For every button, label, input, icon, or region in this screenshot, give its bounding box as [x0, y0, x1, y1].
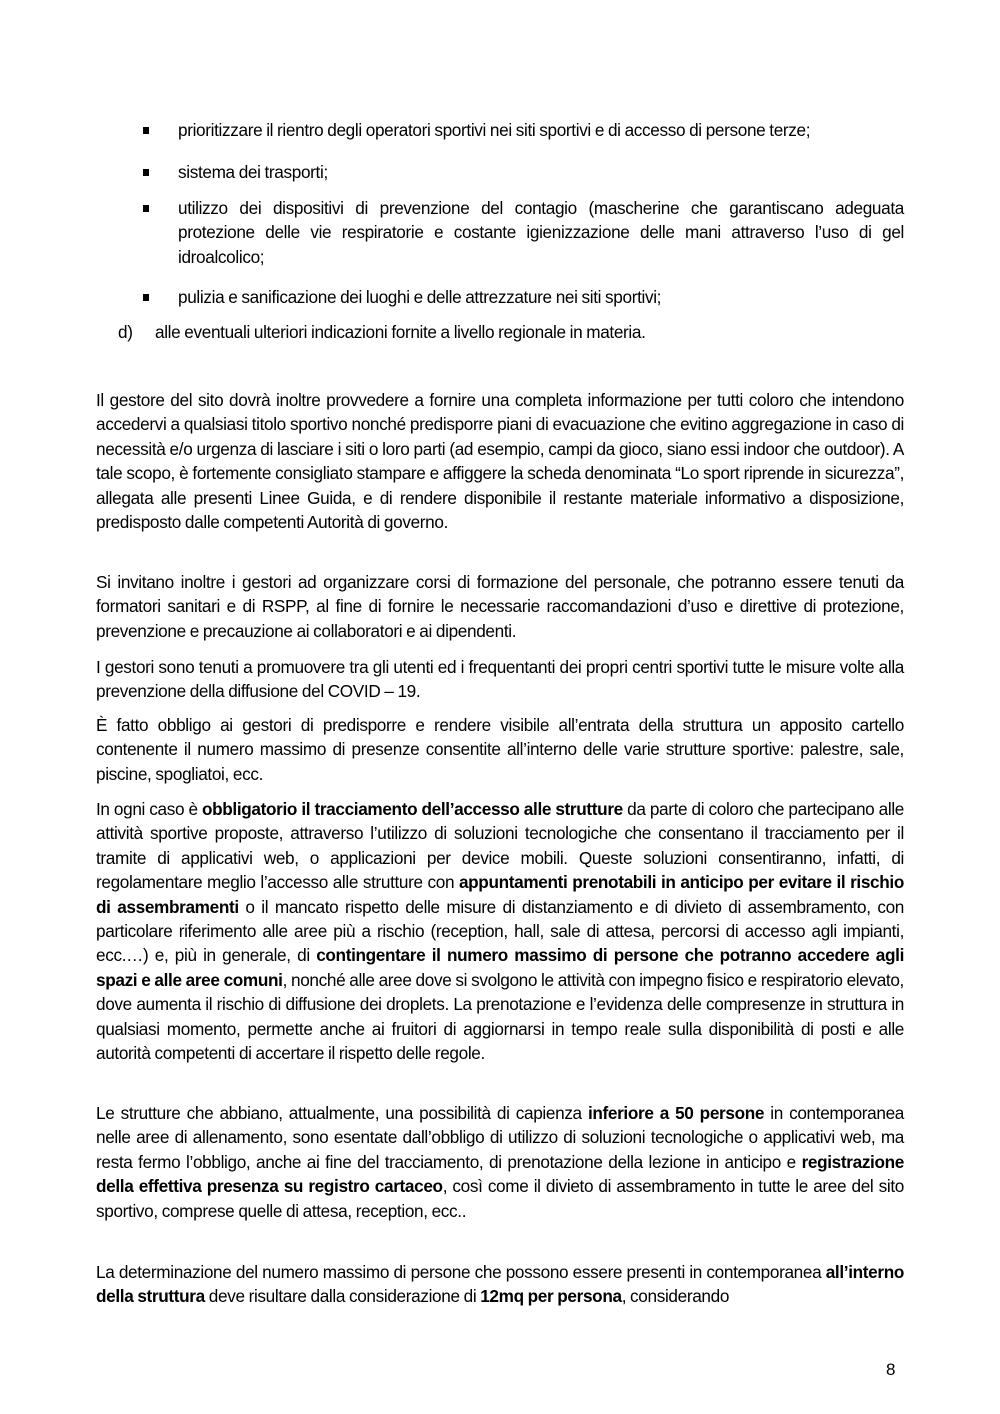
paragraph-text — [96, 1260, 904, 1309]
paragraph-text: Si invitano inoltre i gestori ad organizzare corsi di formazione del personale, che potranno essere tenuti da formatori sanitari e di RSPP, al fine di fornire le necessarie raccomandazioni d’uso e direttive di protezione, prevenzione e precauzione ai collaboratori e ai dipendenti. — [96, 572, 904, 641]
bold-text-run: registrazione della effettiva presenza su registro cartaceo — [96, 1151, 904, 1197]
bullet-text: utilizzo dei dispositivi di prevenzione del contagio (mascherine che garantiscano adeguata protezione delle vie respiratorie e costante igienizzazione delle mani attraverso l’uso di gel idroalcolico; — [178, 198, 904, 267]
bullet-text: sistema dei trasporti; — [178, 162, 328, 182]
square-bullet-icon — [143, 127, 149, 134]
text-run: deve risultare dalla considerazione di — [204, 1286, 481, 1307]
item-label: d) — [118, 322, 133, 342]
text-run: Le strutture che abbiano, attualmente, una possibilità di capienza — [96, 1103, 588, 1123]
paragraph — [96, 713, 904, 786]
paragraph-text — [96, 1101, 904, 1223]
bullet-text: pulizia e sanificazione dei luoghi e delle attrezzature nei siti sportivi; — [178, 287, 662, 307]
text-run: La determinazione del numero massimo di persone che possono essere presenti in contemporanea — [96, 1262, 826, 1282]
bold-text-run: contingentare il numero massimo di persone che potranno accedere agli spazi e alle aree comuni — [96, 945, 904, 990]
paragraph-text: Il gestore del sito dovrà inoltre provvedere a fornire una completa informazione per tutti coloro che intendono accedervi a qualsiasi titolo sportivo nonché predisporre piani di evacuazione che evitino aggregazione in caso di necessità e/o urgenza di lasciare i siti o loro parti (ad esempio, campi da gioco, siano essi indoor che outdoor). A tale scopo, è fortemente consigliato stampare e affiggere la scheda denominata “Lo sport riprende in sicurezza”, allegata alle presenti Linee Guida, e di rendere disponibile il restante materiale informativo a disposizione, predisposto dalle competenti Autorità di governo. — [96, 390, 904, 533]
paragraph — [96, 655, 904, 704]
paragraph-text: I gestori sono tenuti a promuovere tra gli utenti ed i frequentanti dei propri centri sportivi tutte le misure volte alla prevenzione della diffusione del COVID – 19. — [96, 657, 904, 702]
paragraph — [96, 1101, 904, 1223]
text-run: in contemporanea nelle aree di allenamento, sono esentate dall’obbligo di utilizzo di soluzioni tecnologiche o applicativi web, ma resta fermo l’obbligo, anche ai fine del tracciamento, di prenotazione della lezione in anticipo e — [96, 1103, 904, 1172]
text-run: , così come il divieto di assembramento in tutte le aree del sito sportivo, comprese quelle di attesa, reception, ecc.. — [96, 1176, 904, 1221]
paragraph-text: È fatto obbligo ai gestori di predisporre e rendere visibile all’entrata della struttura un apposito cartello contenente il numero massimo di presenze consentite all’interno delle varie strutture sportive: palestre, sale, piscine, spogliatoi, ecc. — [96, 715, 904, 784]
text-run: In ogni caso è — [96, 799, 202, 819]
text-run: , considerando — [621, 1286, 730, 1307]
bullet-text: prioritizzare il rientro degli operatori sportivi nei siti sportivi e di accesso di persone terze; — [178, 120, 811, 140]
text-run: da parte di coloro che partecipano alle attività sportive proposte, attraverso l’utilizzo di soluzioni tecnologiche che consentano il tracciamento per il tramite di applicativi web, o applicazioni per device mobili. Queste soluzioni consentiranno, infatti, di regolamentare meglio l’accesso alle strutture con — [96, 799, 905, 893]
text-run: , nonché alle aree dove si svolgono le attività con impegno fisico e respiratorio elevato, dove aumenta il rischio di diffusione dei droplets. La prenotazione e l’evidenza delle compresenze in struttura in qualsiasi momento, permette anche ai fruitori di aggiornarsi in tempo reale sulla disponibilità di posti e alle autorità competenti di accertare il rispetto delle regole. — [96, 969, 904, 1064]
item-text: alle eventuali ulteriori indicazioni fornite a livello regionale in materia. — [155, 322, 646, 342]
bold-text-run: all’interno della struttura — [96, 1262, 904, 1307]
paragraph — [96, 797, 904, 1065]
page-number: 8 — [886, 1360, 896, 1379]
bold-text-run: inferiore a 50 persone — [587, 1103, 765, 1123]
bold-text-run: 12mq per persona — [480, 1286, 622, 1307]
bold-text-run: obbligatorio il tracciamento dell’accesso alle strutture — [201, 799, 623, 819]
paragraph — [96, 388, 904, 534]
square-bullet-icon — [143, 205, 149, 212]
square-bullet-icon — [143, 294, 149, 301]
paragraph — [96, 1260, 904, 1309]
bold-text-run: appuntamenti prenotabili in anticipo per evitare il rischio di assembramenti — [96, 872, 904, 917]
square-bullet-icon — [143, 169, 149, 176]
paragraph-text — [96, 797, 904, 1065]
paragraph — [96, 570, 904, 643]
text-run: o il mancato rispetto delle misure di distanziamento e di divieto di assembramento, con particolare riferimento alle aree più a rischio (reception, hall, sale di attesa, percorsi di accesso agli impianti, ecc.…) e, più in generale, di — [96, 896, 904, 966]
